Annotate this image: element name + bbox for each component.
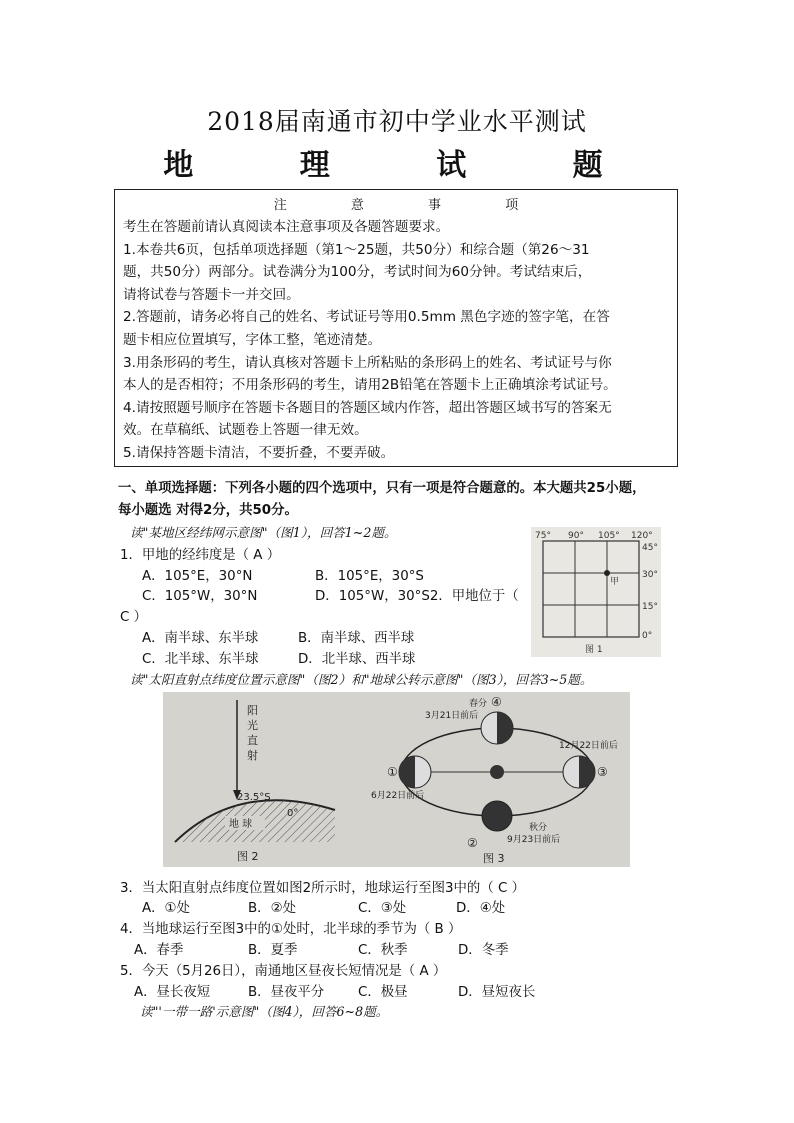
q5-option-c: C．极昼 xyxy=(358,985,408,1000)
q5-stem: 5．今天（5月26日），南通地区昼夜长短情况是（ A ） xyxy=(120,964,447,979)
q3-option-b: B．②处 xyxy=(248,901,296,916)
notice-heading: 注 意 事 项 xyxy=(273,198,549,213)
read-instruction-1: 读"某地区经纬网示意图"（图1），回答1~2题。 xyxy=(130,525,397,540)
q2-option-c: C．北半球、东半球 xyxy=(142,652,259,667)
lon-label: 90° xyxy=(568,531,584,541)
q4-option-a: A．春季 xyxy=(134,943,184,958)
read-instruction-2: 读"太阳直射点纬度位置示意图"（图2）和"地球公转示意图"（图3），回答3~5题。 xyxy=(130,672,593,687)
sunlight-label-2: 光 xyxy=(247,719,258,732)
sun-icon xyxy=(490,765,504,779)
q3-stem: 3．当太阳直射点纬度位置如图2所示时，地球运行至图3中的（ C ） xyxy=(120,881,525,896)
figure-1-graticule xyxy=(531,527,661,657)
notice-line: 本人的是否相符；不用条形码的考生，请用2B铅笔在答题卡上正确填涂考试证号。 xyxy=(123,377,617,394)
q4-option-b: B．夏季 xyxy=(248,943,298,958)
section-line-1: 一、单项选择题：下列各小题的四个选项中，只有一项是符合题意的。本大题共25小题， xyxy=(118,481,646,496)
read-instruction-3: 读"'一带一路'示意图"（图4），回答6~8题。 xyxy=(140,1004,389,1019)
q2-option-b: B．南半球、西半球 xyxy=(298,631,415,646)
position-label-3: ③ xyxy=(597,765,608,779)
q1-option-a: A．105°E，30°N xyxy=(142,569,253,584)
lat-label: 15° xyxy=(642,602,658,612)
notice-line: 2.答题前，请务必将自己的姓名、考试证号等用0.5mm 黑色字迹的签字笔，在答 xyxy=(123,309,610,326)
figure-2-caption: 图 2 xyxy=(237,850,259,863)
lat-label: 45° xyxy=(642,543,658,553)
earth-night-4 xyxy=(497,712,513,744)
q4-option-d: D．冬季 xyxy=(458,943,509,958)
figure-1-caption: 图 1 xyxy=(585,645,603,655)
notice-line: 题，共50分）两部分。试卷满分为100分，考试时间为60分钟。考试结束后， xyxy=(123,264,592,281)
section-heading xyxy=(118,478,688,522)
q1-option-d: D．105°W，30°S2．甲地位于（ xyxy=(315,589,519,604)
lat-label: 30° xyxy=(642,570,658,580)
position-label-2: ② xyxy=(467,836,478,850)
earth-label: 地 球 xyxy=(229,819,253,830)
notice-line: 考生在答题前请认真阅读本注意事项及各题答题要求。 xyxy=(123,219,450,235)
point-jia-marker xyxy=(604,570,610,576)
sunlight-label-4: 射 xyxy=(247,749,258,762)
q4-option-c: C．秋季 xyxy=(358,943,408,958)
notice-line: 3.用条形码的考生，请认真核对答题卡上所粘贴的条形码上的姓名、考试证号与你 xyxy=(123,354,612,371)
notice-line: 效。在草稿纸、试题卷上答题一律无效。 xyxy=(123,422,368,439)
notice-line: 5.请保持答题卡清洁，不要折叠，不要弄破。 xyxy=(123,444,395,461)
q1-option-c: C．105°W，30°N xyxy=(142,589,258,604)
q3-option-d: D．④处 xyxy=(456,901,506,916)
lon-label: 75° xyxy=(535,531,551,541)
earth-night-1 xyxy=(399,756,415,788)
figure-2-3-photo xyxy=(163,692,630,867)
exam-title: 2018届南通市初中学业水平测试 xyxy=(207,107,587,136)
lon-label: 120° xyxy=(631,531,653,541)
winter-date: 12月22日前后 xyxy=(559,741,618,751)
autumn-label: 秋分 xyxy=(529,823,548,833)
section-line-2: 每小题选 对得2分，共50分。 xyxy=(118,503,298,518)
notice-line: 4.请按照题号顺序在答题卡各题目的答题区域内作答，超出答题区域书写的答案无 xyxy=(123,399,612,416)
position-label-4: ④ xyxy=(491,695,502,709)
q3-option-a: A．①处 xyxy=(142,901,190,916)
earth-position-2 xyxy=(482,801,512,831)
q2-answer: C ） xyxy=(120,610,147,625)
lat-label: 0° xyxy=(642,631,653,641)
lat-label-0: 0° xyxy=(287,808,299,819)
point-jia-label: 甲 xyxy=(610,577,620,587)
q2-option-a: A．南半球、东半球 xyxy=(142,631,259,646)
spring-label: 春分 xyxy=(469,699,488,709)
q5-option-b: B．昼夜平分 xyxy=(248,985,325,1000)
notice-box xyxy=(114,189,678,467)
figure-3-caption: 图 3 xyxy=(483,852,505,865)
q3-option-c: C．③处 xyxy=(358,901,407,916)
spring-date: 3月21日前后 xyxy=(425,711,479,721)
autumn-date: 9月23日前后 xyxy=(507,835,561,845)
notice-line: 请将试卷与答题卡一并交回。 xyxy=(123,286,300,303)
q5-option-d: D．昼短夜长 xyxy=(458,985,536,1000)
notice-line: 1.本卷共6页，包括单项选择题（第1～25题，共50分）和综合题（第26～31 xyxy=(123,241,590,258)
q4-stem: 4．当地球运行至图3中的①处时，北半球的季节为（ B ） xyxy=(120,922,462,937)
summer-date: 6月22日前后 xyxy=(371,791,425,801)
position-label-1: ① xyxy=(387,765,398,779)
subject-title: 地 理 试 题 xyxy=(163,148,651,183)
q1-stem: 1．甲地的经纬度是（ A ） xyxy=(120,548,281,563)
lon-label: 105° xyxy=(598,531,620,541)
sunlight-label-1: 阳 xyxy=(247,704,258,717)
sunlight-label-3: 直 xyxy=(247,734,258,747)
lat-label-23-5: 23.5°S xyxy=(237,792,271,803)
grid-frame xyxy=(543,541,639,637)
earth-night-3 xyxy=(579,756,595,788)
q2-option-d: D．北半球、西半球 xyxy=(298,652,416,667)
q1-option-b: B．105°E，30°S xyxy=(315,569,424,584)
notice-line: 题卡相应位置填写，字体工整，笔迹清楚。 xyxy=(123,331,382,348)
q5-option-a: A．昼长夜短 xyxy=(134,985,211,1000)
